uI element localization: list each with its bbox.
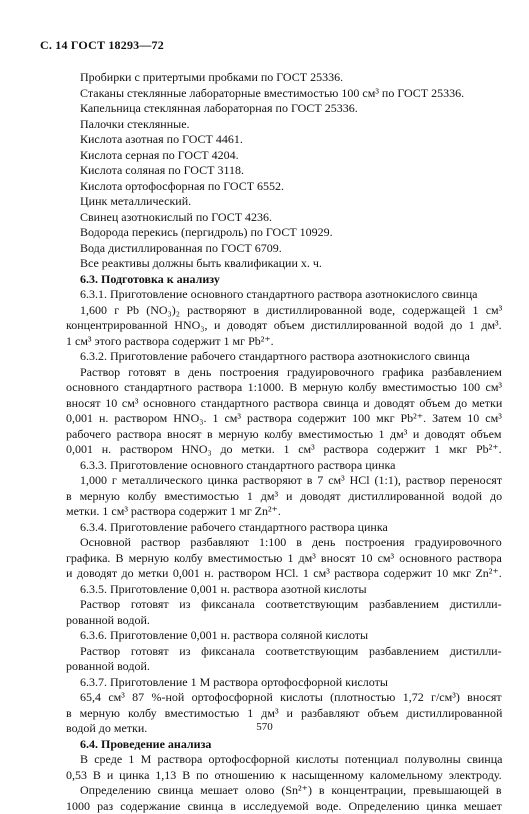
page-header: С. 14 ГОСТ 18293—72 xyxy=(40,38,164,53)
text-line: графика. В мерную колбу вместимостью 1 дм³ вносят 10 см³ основного раствора xyxy=(66,551,502,567)
text-line: Все реактивы должны быть квалификации х. ч. xyxy=(66,256,502,272)
text-line: 6.3.1. Приготовление основного стандартного раствора азотнокислого свинца xyxy=(66,287,502,303)
text-line: 6.3.7. Приготовление 1 М раствора ортофосфорной кислоты xyxy=(66,675,502,691)
text-line: 1 см³ этого раствора содержит 1 мг Pb²⁺. xyxy=(66,334,502,350)
text-line: 6.3.2. Приготовление рабочего стандартного раствора азотнокислого свинца xyxy=(66,349,502,365)
text-line: в мерную колбу вместимостью 1 дм³ и разбавляют объем дистиллированной xyxy=(66,706,502,722)
section-heading: 6.3. Подготовка к анализу xyxy=(66,272,502,288)
text-line: 0,53 В и цинка 1,13 В по отношению к насыщенному каломельному электроду. xyxy=(66,768,502,784)
document-body xyxy=(66,70,502,814)
text-line: водой до метки. xyxy=(66,721,502,737)
text-line: 6.3.6. Приготовление 0,001 н. раствора соляной кислоты xyxy=(66,628,502,644)
text-line: Пробирки с притертыми пробками по ГОСТ 25336. xyxy=(66,70,502,86)
text-line: вносят 10 см³ основного стандартного раствора свинца и доводят объем до метки xyxy=(66,396,502,412)
text-line: концентрированной HNO₃, и доводят объем дистиллированной водой до 1 дм³. xyxy=(66,318,502,334)
text-line: Свинец азотнокислый по ГОСТ 4236. xyxy=(66,210,502,226)
text-line: 1,000 г металлического цинка растворяют в 7 см³ HCl (1:1), раствор переносят xyxy=(66,473,502,489)
text-line: Вода дистиллированная по ГОСТ 6709. xyxy=(66,241,502,257)
text-line: 1,600 г Pb (NO₃)₂ растворяют в дистиллированной воде, содержащей 1 см³ xyxy=(66,303,502,319)
text-line: 6.3.3. Приготовление основного стандартного раствора цинка xyxy=(66,458,502,474)
text-line: Раствор готовят в день построения градуировочного графика разбавлением xyxy=(66,365,502,381)
text-line: и доводят до метки 0,001 н. раствором HCl. 1 см³ раствора содержит 10 мкг Zn²⁺. xyxy=(66,566,502,582)
text-line: Раствор готовят из фиксанала соответствующим разбавлением дистилли- xyxy=(66,644,502,660)
text-line: рованной водой. xyxy=(66,613,502,629)
text-line: Кислота соляная по ГОСТ 3118. xyxy=(66,163,502,179)
text-line: Определению свинца мешает олово (Sn²⁺) в концентрации, превышающей в xyxy=(66,783,502,799)
text-line: 6.3.4. Приготовление рабочего стандартного раствора цинка xyxy=(66,520,502,536)
text-line: 65,4 см³ 87 %-ной ортофосфорной кислоты (плотностью 1,72 г/см³) вносят xyxy=(66,690,502,706)
text-line: Основной раствор разбавляют 1:100 в день построения градуировочного xyxy=(66,535,502,551)
text-line: Стаканы стеклянные лабораторные вместимостью 100 см³ по ГОСТ 25336. xyxy=(66,86,502,102)
text-line: Водорода перекись (пергидроль) по ГОСТ 10929. xyxy=(66,225,502,241)
text-line: рованной водой. xyxy=(66,659,502,675)
text-line: Палочки стеклянные. xyxy=(66,117,502,133)
page-number: 570 xyxy=(0,721,529,733)
text-line: метки. 1 см³ раствора содержит 1 мг Zn²⁺. xyxy=(66,504,502,520)
text-line: 6.3.5. Приготовление 0,001 н. раствора азотной кислоты xyxy=(66,582,502,598)
text-line: В среде 1 М раствора ортофосфорной кислоты потенциал полуволны свинца xyxy=(66,752,502,768)
text-line: Цинк металлический. xyxy=(66,194,502,210)
text-line: в мерную колбу вместимостью 1 дм³ и доводят дистиллированной водой до xyxy=(66,489,502,505)
text-line: Раствор готовят из фиксанала соответствующим разбавлением дистилли- xyxy=(66,597,502,613)
section-heading: 6.4. Проведение анализа xyxy=(66,737,502,753)
text-line: Капельница стеклянная лабораторная по ГОСТ 25336. xyxy=(66,101,502,117)
text-line: 0,001 н. раствором HNO₃ до метки. 1 см³ раствора содержит 1 мкг Pb²⁺. xyxy=(66,442,502,458)
text-line: основного стандартного раствора 1:1000. В мерную колбу вместимостью 100 см³ xyxy=(66,380,502,396)
text-line: 0,001 н. раствором HNO₃. 1 см³ раствора содержит 100 мкг Pb²⁺. Затем 10 см³ xyxy=(66,411,502,427)
text-line: 1000 раз содержание свинца в исследуемой воде. Определению цинка мешает xyxy=(66,799,502,814)
text-line: рабочего раствора вносят в мерную колбу вместимостью 1 дм³ и доводят объем xyxy=(66,427,502,443)
text-line: Кислота ортофосфорная по ГОСТ 6552. xyxy=(66,179,502,195)
text-line: Кислота серная по ГОСТ 4204. xyxy=(66,148,502,164)
text-line: Кислота азотная по ГОСТ 4461. xyxy=(66,132,502,148)
